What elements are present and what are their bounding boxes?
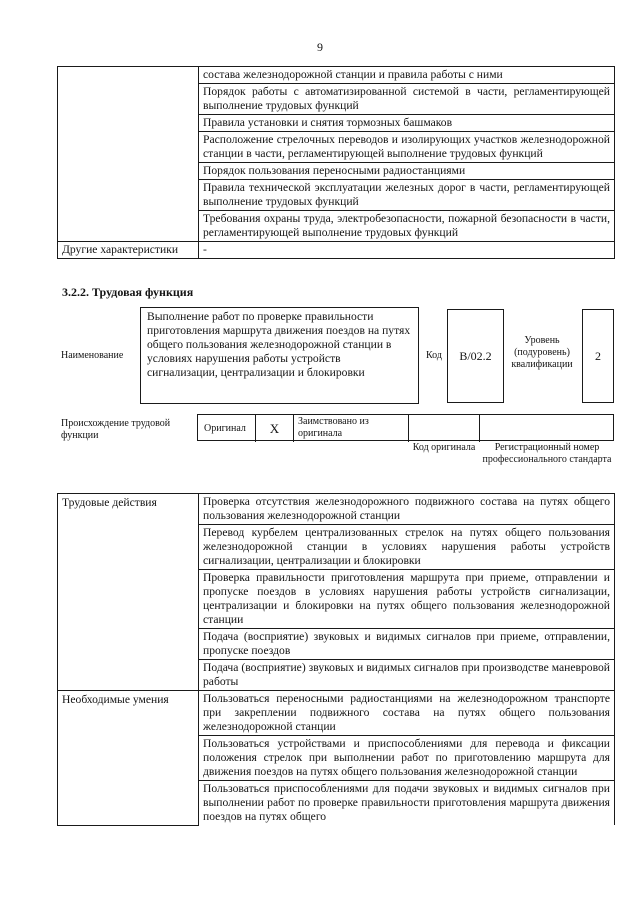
borrowed-label-cell <box>294 415 409 442</box>
knowledge-table <box>57 66 615 259</box>
reg-number-caption: Регистрационный номер профессионального стандарта <box>482 442 612 465</box>
origin-label: Происхождение трудовой функции <box>61 418 171 441</box>
skill-item: Пользоваться приспособлениями для подачи звуковых и видимых сигналов при выполнении работ по проверке правильности приготовления маршрута движения поездов на путях общего <box>199 781 615 826</box>
borrowed-label: Заимствовано из оригинала <box>298 416 369 439</box>
knowledge-item: Расположение стрелочных переводов и изолирующих участков железнодорожной станции в части, регламентирующей выполнение трудовых функций <box>199 132 615 163</box>
labor-actions-label: Трудовые действия <box>58 494 199 691</box>
level-value: 2 <box>595 348 601 363</box>
level-box <box>582 309 614 403</box>
labor-action-item: Подача (восприятие) звуковых и видимых сигналов при производстве маневровой работы <box>199 660 615 691</box>
code-box <box>447 309 504 403</box>
skill-item: Пользоваться устройствами и приспособлениями для перевода и фиксации положения стрелок при выполнении работ по приготовлению маршрута для движения поездов на путях общего пользования железнодорожной станции <box>199 736 615 781</box>
function-name-value: Выполнение работ по проверке правильности приготовления маршрута движения поездов на путях общего пользования железнодорожной станции в условиях нарушения работы устройств сигнализации, централизации и блокировки <box>147 310 411 379</box>
labor-action-item: Перевод курбелем централизованных стрелок на путях общего пользования железнодорожной станции в условиях нарушения работы устройств сигнализации, централизации и блокировки <box>199 525 615 570</box>
other-characteristics-value: - <box>199 242 615 259</box>
labor-action-item: Подача (восприятие) звуковых и видимых сигналов при приеме, отправлении, пропуске поездов <box>199 629 615 660</box>
original-label-cell <box>198 415 256 442</box>
name-label: Наименование <box>61 350 124 361</box>
original-mark-cell <box>256 415 294 442</box>
empty-label-cell <box>58 67 199 242</box>
level-label: Уровень (подуровень) квалификации <box>511 335 573 370</box>
knowledge-item: состава железнодорожной станции и правила работы с ними <box>199 67 615 84</box>
code-label: Код <box>426 350 442 361</box>
knowledge-item: Правила установки и снятия тормозных башмаков <box>199 115 615 132</box>
knowledge-item: Порядок пользования переносными радиостанциями <box>199 163 615 180</box>
knowledge-item: Правила технической эксплуатации железных дорог в части, регламентирующей выполнение трудовых функций <box>199 180 615 211</box>
labor-actions-table <box>57 493 615 826</box>
code-original-caption: Код оригинала <box>412 442 476 453</box>
labor-action-item: Проверка отсутствия железнодорожного подвижного состава на путях общего пользования железнодорожной станции <box>199 494 615 525</box>
original-label: Оригинал <box>204 423 246 434</box>
origin-row <box>197 414 614 441</box>
reg-number-cell <box>480 415 615 442</box>
page-number: 9 <box>317 40 323 54</box>
other-characteristics-label: Другие характеристики <box>58 242 199 259</box>
labor-action-item: Проверка правильности приготовления маршрута при приеме, отправлении и пропуске поездов в условиях нарушения работы устройств сигнализации, централизации и блокировки на путях общего пользования железнодорожной станции <box>199 570 615 629</box>
original-mark: X <box>269 420 280 436</box>
skill-item: Пользоваться переносными радиостанциями на железнодорожном транспорте при закреплении подвижного состава на путях общего пользования железнодорожной станции <box>199 691 615 736</box>
code-value: В/02.2 <box>459 348 492 363</box>
section-heading: 3.2.2. Трудовая функция <box>62 285 194 299</box>
knowledge-item: Требования охраны труда, электробезопасности, пожарной безопасности в части, регламентирующей выполнение трудовых функций <box>199 211 615 242</box>
knowledge-item: Порядок работы с автоматизированной системой в части, регламентирующей выполнение трудовых функций <box>199 84 615 115</box>
skills-label: Необходимые умения <box>58 691 199 826</box>
function-name-box <box>140 307 419 404</box>
code-original-cell <box>409 415 480 442</box>
